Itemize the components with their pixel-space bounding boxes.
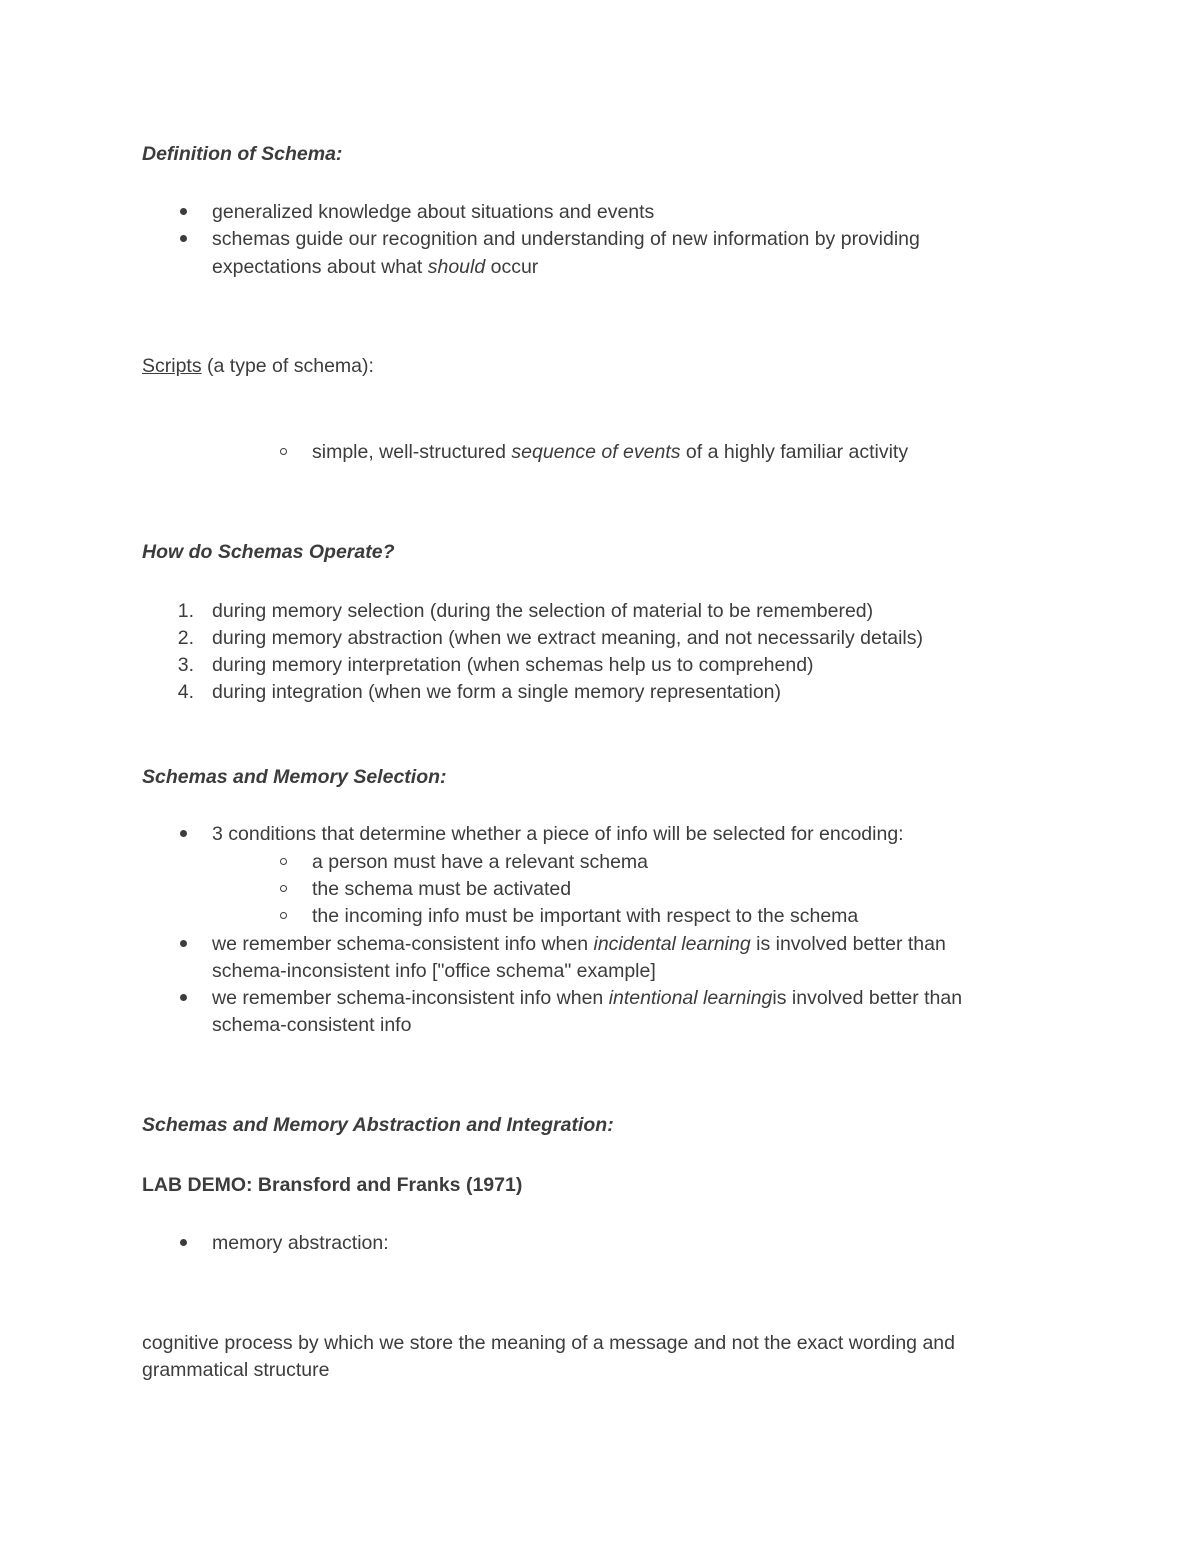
selection-sub-1: a person must have a relevant schema (312, 851, 649, 873)
selection-bullet-3-line2: schema-consistent info (212, 1014, 412, 1036)
selection-sub-2: the schema must be activated (312, 878, 572, 900)
operate-item-1: during memory selection (during the selection of material to be remembered) (212, 600, 874, 622)
lab-demo-title: LAB DEMO: Bransford and Franks (1971) (142, 1174, 523, 1196)
bullet-dot (180, 830, 187, 837)
list-number: 2. (177, 627, 194, 649)
bullet-dot (180, 208, 187, 215)
bullet-dot (180, 235, 187, 242)
selection-bullet-3-line1: we remember schema-inconsistent info when intentional learningis involved better than (212, 987, 963, 1009)
scripts-sub-bullet: simple, well-structured sequence of events of a highly familiar activity (312, 441, 909, 463)
scripts-heading: Scripts (a type of schema): (142, 355, 374, 377)
emphasis-should: should (427, 256, 486, 278)
selection-bullet-2-line1: we remember schema-consistent info when incidental learning is involved better than (212, 933, 946, 955)
list-number: 3. (177, 654, 194, 676)
heading-operate: How do Schemas Operate? (142, 541, 395, 563)
operate-item-4: during integration (when we form a single memory representation) (212, 681, 782, 703)
abstraction-paragraph-line2: grammatical structure (142, 1359, 330, 1381)
sub-bullet-circle (280, 448, 287, 455)
selection-bullet-2-line2: schema-inconsistent info ["office schema" example] (212, 960, 656, 982)
list-number: 1. (177, 600, 194, 622)
scripts-label: Scripts (142, 355, 202, 377)
abstraction-bullet: memory abstraction: (212, 1232, 389, 1254)
definition-bullet-2-line2: expectations about what should occur (212, 256, 539, 278)
selection-sub-3: the incoming info must be important with respect to the schema (312, 905, 859, 927)
operate-item-3: during memory interpretation (when schemas help us to comprehend) (212, 654, 814, 676)
bullet-dot (180, 940, 187, 947)
sub-bullet-circle (280, 912, 287, 919)
sub-bullet-circle (280, 858, 287, 865)
heading-definition: Definition of Schema: (142, 143, 343, 165)
bullet-dot (180, 1239, 187, 1246)
definition-bullet-1: generalized knowledge about situations and events (212, 201, 655, 223)
sub-bullet-circle (280, 885, 287, 892)
definition-bullet-2-line1: schemas guide our recognition and understanding of new information by providing (212, 228, 920, 250)
abstraction-paragraph-line1: cognitive process by which we store the meaning of a message and not the exact wording and (142, 1332, 955, 1354)
operate-item-2: during memory abstraction (when we extract meaning, and not necessarily details) (212, 627, 924, 649)
heading-selection: Schemas and Memory Selection: (142, 766, 447, 788)
selection-bullet-1: 3 conditions that determine whether a piece of info will be selected for encoding: (212, 823, 904, 845)
heading-abstraction: Schemas and Memory Abstraction and Integration: (142, 1114, 614, 1136)
list-number: 4. (177, 681, 194, 703)
bullet-dot (180, 994, 187, 1001)
